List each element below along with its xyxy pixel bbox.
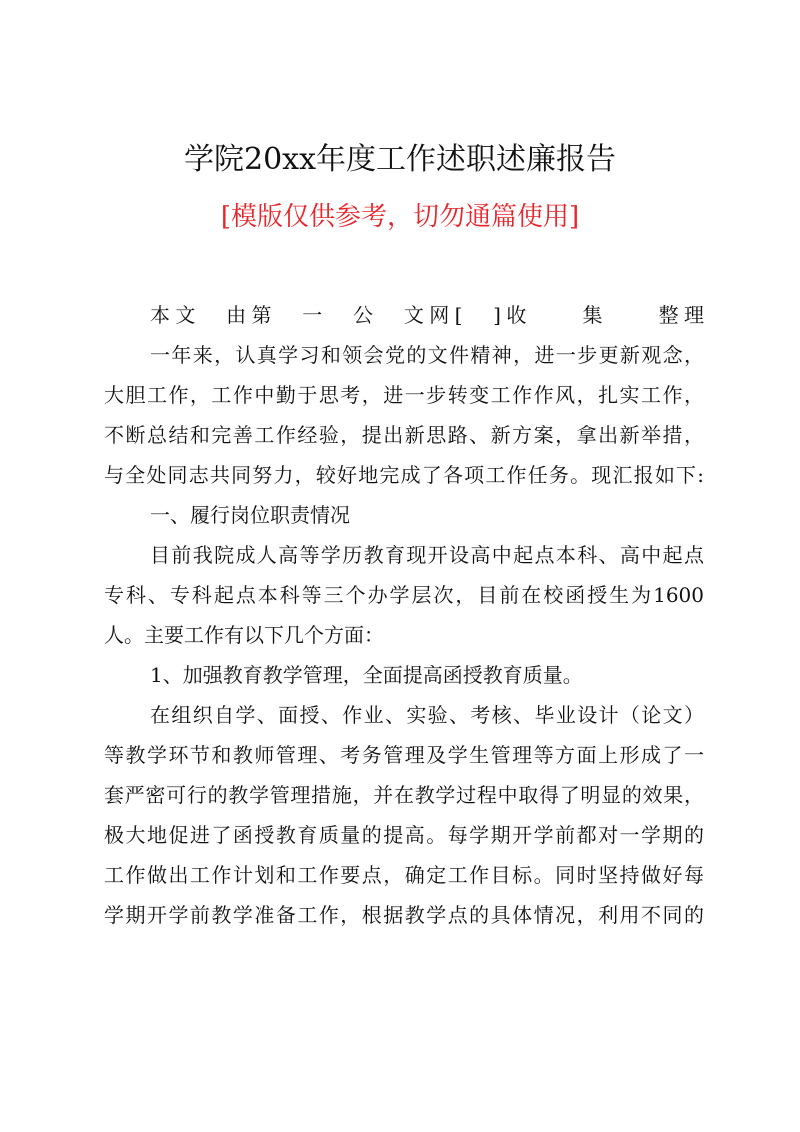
paragraph-line: 与全处同志共同努力，较好地完成了各项工作任务。现汇报如下:	[104, 463, 704, 487]
template-notice: [模版仅供参考，切勿通篇使用]	[220, 202, 580, 232]
subsection-heading: 1、加强教育教学管理，全面提高函授教育质量。	[150, 663, 583, 687]
paragraph-line: 一年来，认真学习和领会党的文件精神，进一步更新观念，	[150, 343, 704, 367]
paragraph-line: 极大地促进了函授教育质量的提高。每学期开学前都对一学期的	[104, 823, 704, 847]
paragraph-line: 学期开学前教学准备工作，根据教学点的具体情况，利用不同的	[104, 903, 704, 927]
paragraph-line: 在组织自学、面授、作业、实验、考核、毕业设计（论文）	[150, 703, 704, 727]
paragraph-line: 不断总结和完善工作经验，提出新思路、新方案，拿出新举措，	[104, 423, 704, 447]
paragraph-line: 套严密可行的教学管理措施，并在教学过程中取得了明显的效果，	[104, 783, 704, 807]
document-title: 学院20xx年度工作述职述廉报告	[183, 142, 616, 177]
document-body	[104, 295, 704, 935]
paragraph-line: 人。主要工作有以下几个方面：	[104, 623, 384, 647]
paragraph-line: 等教学环节和教师管理、考务管理及学生管理等方面上形成了一	[104, 743, 704, 767]
paragraph-line: 目前我院成人高等学历教育现开设高中起点本科、高中起点	[150, 543, 704, 567]
paragraph-line: 工作做出工作计划和工作要点，确定工作目标。同时坚持做好每	[104, 863, 704, 887]
paragraph-line: 大胆工作，工作中勤于思考，进一步转变工作作风，扎实工作，	[104, 383, 704, 407]
paragraph-line: 专科、专科起点本科等三个办学层次，目前在校函授生为1600	[104, 583, 704, 607]
source-note: 本文 由第 一 公 文网[ ]收 集 整理	[150, 303, 704, 327]
section-heading: 一、履行岗位职责情况	[150, 503, 350, 527]
